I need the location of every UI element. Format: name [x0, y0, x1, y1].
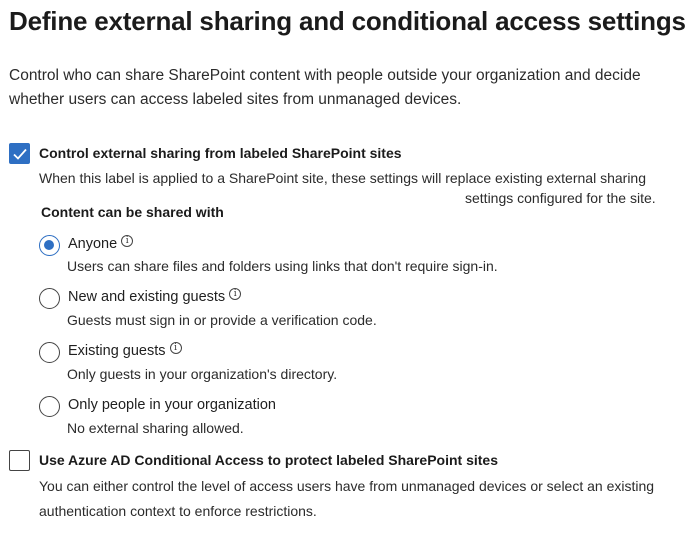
radio-new-and-existing-guests[interactable]: [39, 288, 60, 309]
option-existing-guests-description: Only guests in your organization's directory.: [67, 366, 338, 382]
page-title: Define external sharing and conditional access settings: [9, 6, 686, 36]
option-existing-guests-label[interactable]: [68, 343, 182, 359]
external-sharing-description-line1: When this label is applied to a SharePoint site, these settings will replace existing external sharing: [39, 170, 646, 186]
conditional-access-label[interactable]: Use Azure AD Conditional Access to protect labeled SharePoint sites: [39, 452, 498, 468]
external-sharing-description-line2: settings configured for the site.: [465, 190, 656, 206]
external-sharing-label[interactable]: Control external sharing from labeled SharePoint sites: [39, 145, 402, 161]
radio-existing-guests[interactable]: [39, 342, 60, 363]
option-new-existing-guests-label[interactable]: [68, 289, 241, 305]
option-anyone-description: Users can share files and folders using links that don't require sign-in.: [67, 258, 498, 274]
conditional-access-checkbox[interactable]: [9, 450, 30, 471]
option-only-org-description: No external sharing allowed.: [67, 420, 244, 436]
page-intro: Control who can share SharePoint content with people outside your organization and decide whether users can access labeled sites from unmanaged devices.: [9, 67, 641, 108]
option-anyone-text: Anyone: [68, 236, 118, 252]
info-circle-icon[interactable]: i: [121, 235, 133, 247]
option-only-org-label[interactable]: [68, 397, 276, 413]
option-existing-guests-text: Existing guests: [68, 343, 166, 359]
option-new-existing-guests-description: Guests must sign in or provide a verification code.: [67, 312, 377, 328]
info-circle-icon[interactable]: i: [170, 342, 182, 354]
checkmark-icon: [12, 146, 28, 162]
conditional-access-description: You can either control the level of access users have from unmanaged devices or select an existing authentication context to enforce restrictions.: [39, 478, 655, 519]
radio-anyone[interactable]: [39, 235, 60, 256]
external-sharing-checkbox[interactable]: [9, 143, 30, 164]
radio-only-people-in-org[interactable]: [39, 396, 60, 417]
info-circle-icon[interactable]: i: [229, 288, 241, 300]
option-anyone-label[interactable]: [68, 236, 133, 252]
content-shared-with-heading: Content can be shared with: [41, 204, 224, 220]
option-only-org-text: Only people in your organization: [68, 397, 276, 413]
option-new-existing-guests-text: New and existing guests: [68, 289, 226, 305]
